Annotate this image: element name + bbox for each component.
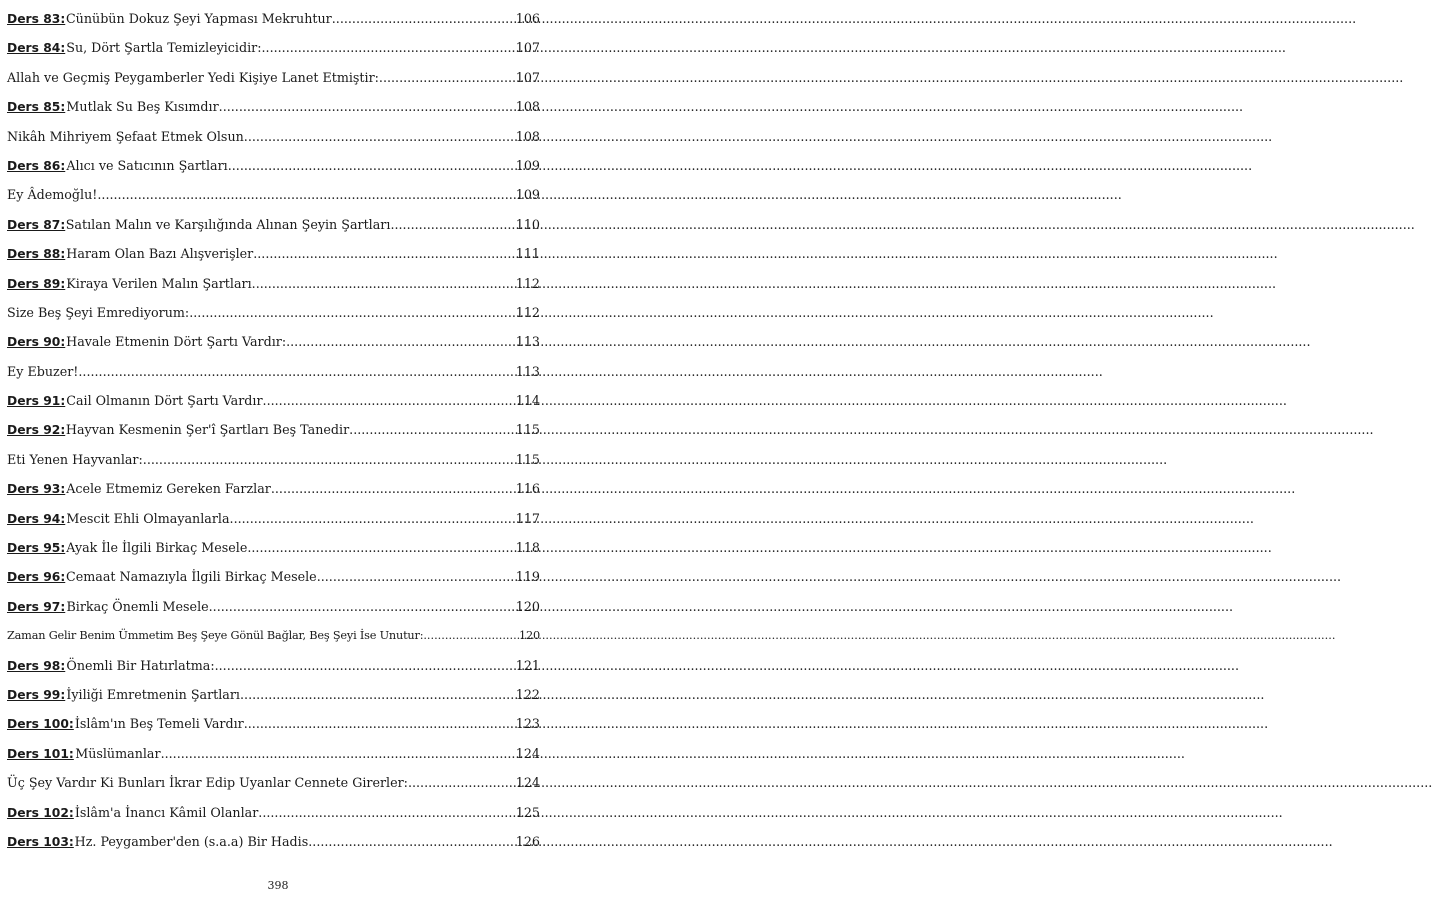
dot-leader: [408, 768, 516, 797]
toc-row: [7, 327, 540, 356]
entry-page-number: 116: [515, 481, 540, 497]
entry-title: Ey Ebuzer!: [7, 363, 79, 379]
toc-row: [7, 151, 540, 180]
entry-page-number: 121: [515, 657, 540, 673]
lesson-label: Ders 90:: [7, 335, 66, 350]
lesson-label: Ders 98:: [7, 658, 66, 673]
dot-leader: [349, 415, 516, 444]
toc-row: [7, 798, 540, 827]
lesson-label: Ders 91:: [7, 394, 66, 409]
toc-row: [7, 180, 540, 209]
dot-leader: [253, 239, 516, 268]
dot-leader: [161, 739, 516, 768]
lesson-label: Ders 92:: [7, 423, 66, 438]
toc-row: [7, 357, 540, 386]
entry-page-number: 112: [515, 275, 540, 291]
dot-leader: [244, 709, 516, 738]
entry-page-number: 125: [515, 804, 540, 820]
toc-row: [7, 768, 540, 797]
entry-title: Mescit Ehli Olmayanlarla: [66, 510, 230, 526]
toc-row: [7, 739, 540, 768]
entry-page-number: 107: [515, 40, 540, 56]
entry-title: Hz. Peygamber'den (s.a.a) Bir Hadis: [74, 833, 309, 849]
entry-title: Su, Dört Şartla Temizleyicidir:: [66, 40, 262, 56]
toc-row: [7, 621, 540, 650]
toc-row: [7, 709, 540, 738]
dot-leader: [271, 474, 516, 503]
dot-leader: [143, 445, 516, 474]
entry-title: Cail Olmanın Dört Şartı Vardır: [66, 393, 263, 409]
dot-leader: [286, 327, 516, 356]
table-of-contents: [7, 4, 540, 856]
toc-row: [7, 298, 540, 327]
dot-leader: [332, 4, 516, 33]
entry-page-number: 117: [515, 510, 540, 526]
lesson-label: Ders 83:: [7, 12, 66, 26]
lesson-label: Ders 89:: [7, 276, 66, 291]
lesson-label: Ders 99:: [7, 687, 66, 702]
entry-page-number: 115: [515, 422, 540, 438]
dot-leader: [262, 33, 516, 62]
entry-page-number: 115: [515, 451, 540, 467]
entry-title: Cemaat Namazıyla İlgili Birkaç Mesele: [66, 569, 317, 585]
entry-title: Eti Yenen Hayvanlar:: [7, 451, 143, 467]
lesson-label: Ders 87:: [7, 217, 66, 232]
lesson-label: Ders 97:: [7, 599, 66, 614]
entry-title: Nikâh Mihriyem Şefaat Etmek Olsun.: [7, 128, 248, 144]
entry-page-number: 124: [515, 775, 540, 791]
entry-page-number: 123: [515, 716, 540, 732]
entry-title: Ayak İle İlgili Birkaç Mesele: [66, 540, 248, 556]
entry-page-number: 109: [515, 157, 540, 173]
entry-page-number: 122: [515, 686, 540, 702]
entry-page-number: 109: [515, 187, 540, 203]
toc-row: [7, 827, 540, 856]
entry-title: Ey Âdemoğlu!: [7, 187, 98, 203]
toc-row: [7, 4, 540, 33]
toc-row: [7, 92, 540, 121]
lesson-label: Ders 85:: [7, 100, 66, 115]
entry-title: Zaman Gelir Benim Ümmetim Beş Şeye Gönül Bağlar, Beş Şeyi İse Unutur:: [7, 629, 424, 643]
dot-leader: [228, 151, 516, 180]
entry-title: Alıcı ve Satıcının Şartları: [66, 157, 228, 173]
entry-page-number: 118: [515, 540, 540, 556]
entry-title: İslâm'a İnancı Kâmil Olanlar: [74, 804, 259, 820]
dot-leader: [423, 621, 519, 650]
toc-row: [7, 63, 540, 92]
toc-row: [7, 386, 540, 415]
entry-page-number: 124: [515, 745, 540, 761]
lesson-label: Ders 94:: [7, 511, 66, 526]
entry-page-number: 112: [515, 304, 540, 320]
entry-page-number: 108: [515, 128, 540, 144]
toc-row: [7, 592, 540, 621]
entry-page-number: 111: [515, 246, 540, 262]
entry-page-number: 120: [519, 629, 540, 643]
lesson-label: Ders 88:: [7, 247, 66, 262]
dot-leader: [230, 504, 516, 533]
entry-title: Havale Etmenin Dört Şartı Vardır:: [66, 334, 287, 350]
dot-leader: [215, 651, 516, 680]
entry-page-number: 113: [515, 363, 540, 379]
toc-row: [7, 504, 540, 533]
entry-page-number: 120: [515, 598, 540, 614]
dot-leader: [219, 92, 516, 121]
entry-page-number: 110: [515, 216, 540, 232]
lesson-label: Ders 84:: [7, 41, 66, 56]
toc-row: [7, 533, 540, 562]
entry-title: İyiliği Emretmenin Şartları: [66, 686, 240, 702]
entry-title: Kiraya Verilen Malın Şartları: [66, 275, 252, 291]
lesson-label: Ders 103:: [7, 834, 74, 849]
toc-row: [7, 445, 540, 474]
entry-title: Müslümanlar: [75, 745, 161, 761]
lesson-label: Ders 96:: [7, 570, 66, 585]
dot-leader: [379, 63, 516, 92]
dot-leader: [189, 298, 516, 327]
lesson-label: Ders 95:: [7, 541, 66, 556]
toc-row: [7, 122, 540, 151]
dot-leader: [240, 680, 516, 709]
toc-row: [7, 474, 540, 503]
dot-leader: [263, 386, 516, 415]
entry-title: Hayvan Kesmenin Şer'î Şartları Beş Tanedir: [65, 422, 350, 438]
dot-leader: [258, 798, 515, 827]
dot-leader: [390, 210, 515, 239]
page-number: 398: [267, 879, 289, 892]
toc-row: [7, 680, 540, 709]
entry-page-number: 107: [515, 69, 540, 85]
lesson-label: Ders 93:: [7, 482, 66, 497]
lesson-label: Ders 100:: [7, 717, 74, 732]
toc-row: [7, 562, 540, 591]
entry-title: Size Beş Şeyi Emrediyorum:: [7, 304, 190, 320]
entry-page-number: 106: [515, 11, 540, 26]
entry-title: Üç Şey Vardır Ki Bunları İkrar Edip Uyanlar Cennete Girerler:: [7, 775, 408, 791]
toc-row: [7, 651, 540, 680]
lesson-label: Ders 102:: [7, 805, 74, 820]
dot-leader: [209, 592, 516, 621]
entry-title: Önemli Bir Hatırlatma:: [66, 657, 215, 673]
entry-page-number: 114: [515, 393, 540, 409]
entry-page-number: 119: [515, 569, 540, 585]
entry-title: Birkaç Önemli Mesele: [66, 598, 209, 614]
lesson-label: Ders 101:: [7, 746, 74, 761]
toc-row: [7, 239, 540, 268]
toc-row: [7, 415, 540, 444]
entry-title: Satılan Malın ve Karşılığında Alınan Şeyin Şartları: [65, 216, 391, 232]
entry-title: İslâm'ın Beş Temeli Vardır: [74, 716, 244, 732]
dot-leader: [247, 533, 515, 562]
lesson-label: Ders 86:: [7, 158, 66, 173]
dot-leader: [248, 122, 516, 151]
entry-title: Cünübün Dokuz Şeyi Yapması Mekruhtur: [65, 11, 332, 26]
entry-page-number: 126: [515, 833, 540, 849]
toc-row: [7, 210, 540, 239]
dot-leader: [308, 827, 516, 856]
entry-page-number: 108: [515, 99, 540, 115]
entry-title: Acele Etmemiz Gereken Farzlar: [66, 481, 271, 497]
dot-leader: [317, 562, 516, 591]
entry-page-number: 113: [515, 334, 540, 350]
dot-leader: [97, 180, 515, 209]
dot-leader: [78, 357, 515, 386]
toc-row: [7, 33, 540, 62]
entry-title: Mutlak Su Beş Kısımdır: [66, 99, 219, 115]
dot-leader: [252, 269, 516, 298]
toc-row: [7, 269, 540, 298]
entry-title: Haram Olan Bazı Alışverişler: [66, 246, 254, 262]
entry-title: Allah ve Geçmiş Peygamberler Yedi Kişiye Lanet Etmiştir:: [7, 69, 379, 85]
